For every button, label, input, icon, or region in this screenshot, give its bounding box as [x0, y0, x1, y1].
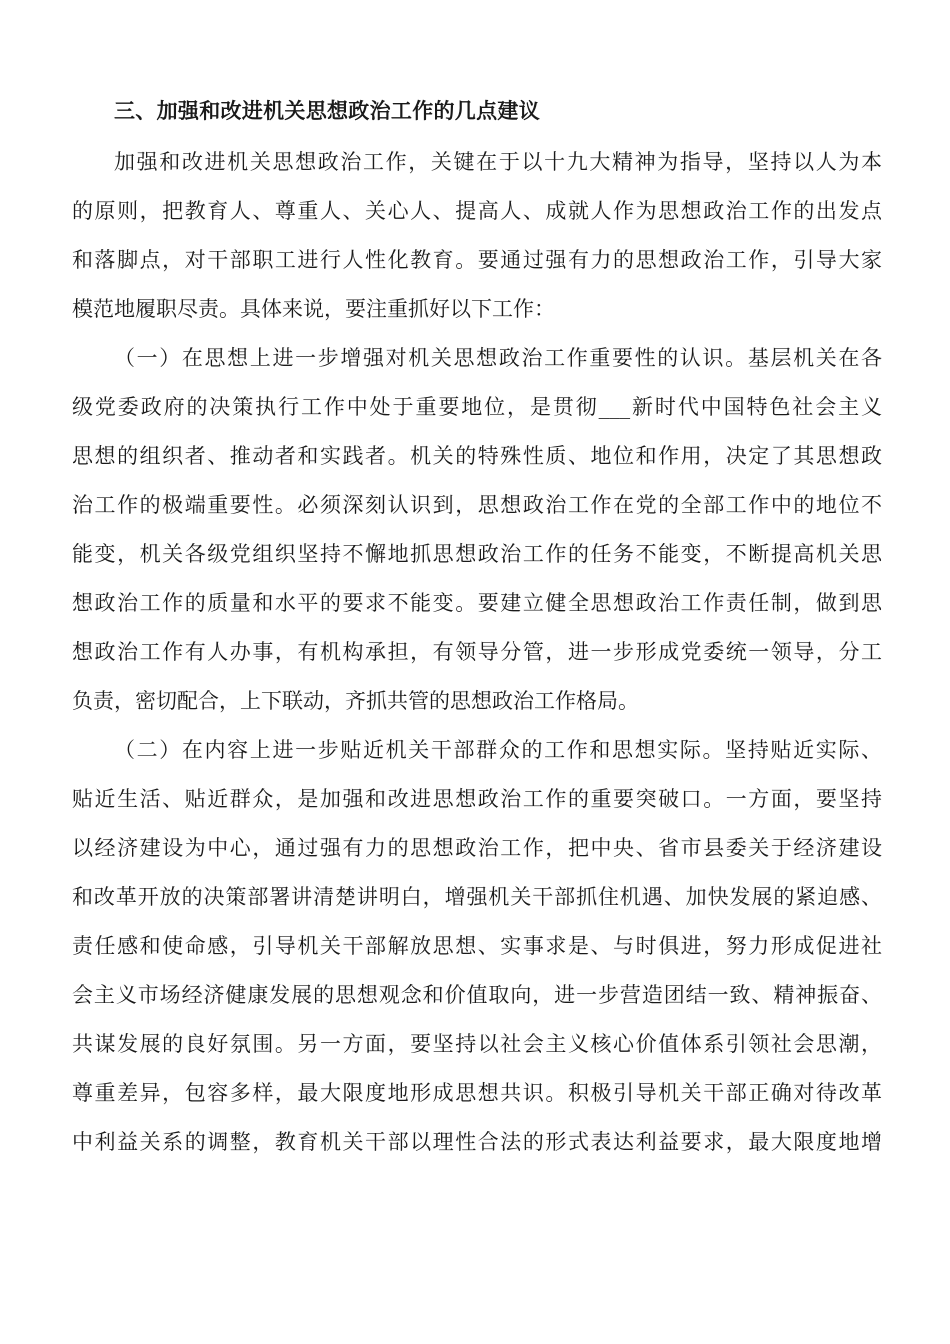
paragraph-line: 负责，密切配合，上下联动，齐抓共管的思想政治工作格局。 — [72, 689, 639, 713]
paragraph-line: 尊重差异，包容多样，最大限度地形成思想共识。积极引导机关干部正确对待改革 — [72, 1081, 882, 1105]
paragraph-line: （二）在内容上进一步贴近机关干部群众的工作和思想实际。坚持贴近实际、 — [114, 738, 882, 762]
section-heading: 三、加强和改进机关思想政治工作的几点建议 — [114, 98, 540, 123]
document-body — [72, 90, 882, 1167]
paragraph-line: 的原则，把教育人、尊重人、关心人、提高人、成就人作为思想政治工作的出发点 — [72, 199, 882, 223]
paragraph-line: 模范地履职尽责。具体来说，要注重抓好以下工作： — [72, 297, 555, 321]
paragraph-line: 能变，机关各级党组织坚持不懈地抓思想政治工作的任务不能变，不断提高机关思 — [72, 542, 882, 566]
paragraph-line: 贴近生活、贴近群众，是加强和改进思想政治工作的重要突破口。一方面，要坚持 — [72, 787, 882, 811]
paragraph-line: 会主义市场经济健康发展的思想观念和价值取向，进一步营造团结一致、精神振奋、 — [72, 983, 882, 1007]
paragraph-point-1 — [72, 334, 882, 726]
paragraph-line: 中利益关系的调整，教育机关干部以理性合法的形式表达利益要求，最大限度地增 — [72, 1130, 882, 1154]
paragraph-line: 级党委政府的决策执行工作中处于重要地位，是贯彻___新时代中国特色社会主义 — [72, 395, 882, 419]
paragraph-point-2 — [72, 726, 882, 1167]
paragraph-line: 想政治工作的质量和水平的要求不能变。要建立健全思想政治工作责任制，做到思 — [72, 591, 882, 615]
paragraph-line: 和改革开放的决策部署讲清楚讲明白，增强机关干部抓住机遇、加快发展的紧迫感、 — [72, 885, 882, 909]
paragraph-line: 加强和改进机关思想政治工作，关键在于以十九大精神为指导，坚持以人为本 — [114, 150, 882, 174]
paragraph-line: 责任感和使命感，引导机关干部解放思想、实事求是、与时俱进，努力形成促进社 — [72, 934, 882, 958]
paragraph-line: 治工作的极端重要性。必须深刻认识到，思想政治工作在党的全部工作中的地位不 — [72, 493, 882, 517]
paragraph-line: （一）在思想上进一步增强对机关思想政治工作重要性的认识。基层机关在各 — [114, 346, 882, 370]
paragraph-intro — [72, 138, 882, 334]
paragraph-line: 和落脚点，对干部职工进行人性化教育。要通过强有力的思想政治工作，引导大家 — [72, 248, 882, 272]
paragraph-line: 以经济建设为中心，通过强有力的思想政治工作，把中央、省市县委关于经济建设 — [72, 836, 882, 860]
paragraph-line: 想政治工作有人办事，有机构承担，有领导分管，进一步形成党委统一领导，分工 — [72, 640, 882, 664]
paragraph-line: 共谋发展的良好氛围。另一方面，要坚持以社会主义核心价值体系引领社会思潮， — [72, 1032, 882, 1056]
paragraph-line: 思想的组织者、推动者和实践者。机关的特殊性质、地位和作用，决定了其思想政 — [72, 444, 882, 468]
